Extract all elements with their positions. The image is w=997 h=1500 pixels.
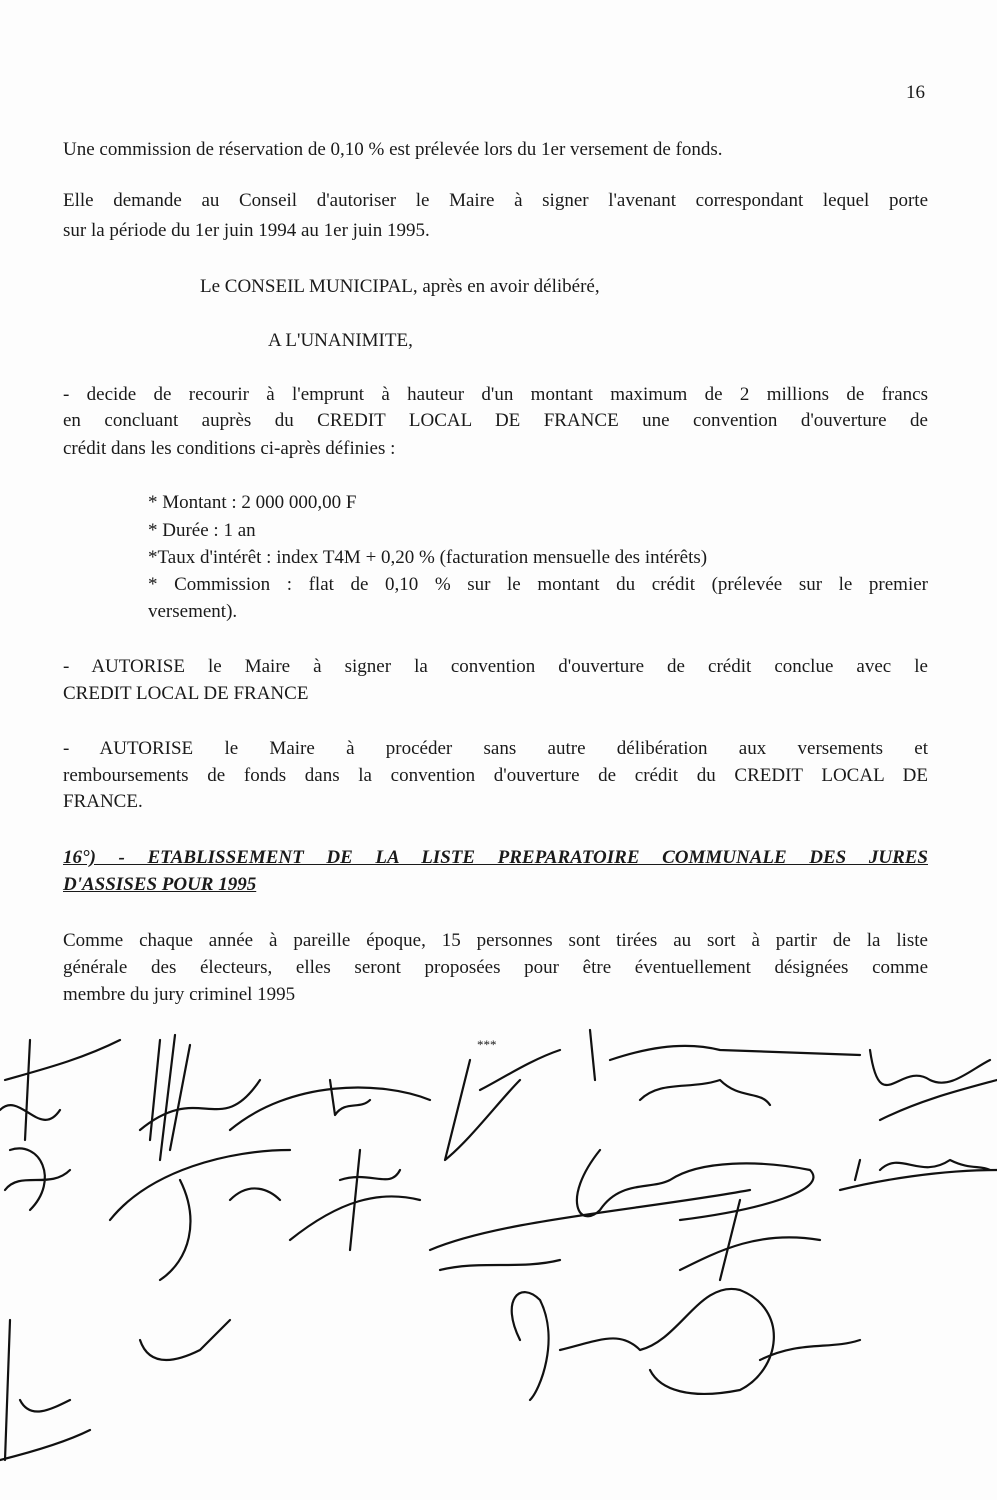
signature bbox=[590, 1030, 860, 1105]
signature bbox=[230, 1080, 430, 1130]
decision-line: - AUTORISE le Maire à procéder sans autre délibération aux versements et bbox=[63, 738, 928, 759]
section-text-line: Comme chaque année à pareille époque, 15 personnes sont tirées au sort à partir de la liste bbox=[63, 930, 928, 951]
condition-item: * Montant : 2 000 000,00 F bbox=[148, 492, 357, 513]
decision-line: CREDIT LOCAL DE FRANCE bbox=[63, 683, 309, 704]
section-heading: 16°) - ETABLISSEMENT DE LA LISTE PREPARATOIRE COMMUNALE DES JURES bbox=[63, 847, 928, 868]
section-text-line: membre du jury criminel 1995 bbox=[63, 984, 296, 1005]
signature bbox=[512, 1289, 860, 1400]
signature bbox=[445, 1050, 560, 1160]
separator: *** bbox=[477, 1037, 497, 1052]
condition-item: *Taux d'intérêt : index T4M + 0,20 % (facturation mensuelle des intérêts) bbox=[148, 547, 708, 568]
signatures-area bbox=[0, 1020, 997, 1500]
signature bbox=[140, 1320, 230, 1360]
condition-item: * Durée : 1 an bbox=[148, 520, 256, 541]
paragraph-line: sur la période du 1er juin 1994 au 1er juin 1995. bbox=[63, 220, 430, 241]
signature bbox=[840, 1160, 997, 1190]
signature bbox=[140, 1035, 260, 1160]
decision-line: remboursements de fonds dans la convention d'ouverture de crédit du CREDIT LOCAL DE bbox=[63, 765, 928, 786]
signature bbox=[5, 1148, 70, 1210]
section-text-line: générale des électeurs, elles seront proposées pour être éventuellement désignées comme bbox=[63, 957, 928, 978]
paragraph-line: Une commission de réservation de 0,10 % est prélevée lors du 1er versement de fonds. bbox=[63, 139, 723, 160]
signature bbox=[430, 1190, 750, 1270]
signature bbox=[577, 1150, 814, 1220]
paragraph-line: Elle demande au Conseil d'autoriser le Maire à signer l'avenant correspondant lequel porte bbox=[63, 190, 928, 211]
decision-line: - decide de recourir à l'emprunt à hauteur d'un montant maximum de 2 millions de francs bbox=[63, 384, 928, 405]
condition-item: * Commission : flat de 0,10 % sur le montant du crédit (prélevée sur le premier bbox=[148, 574, 928, 595]
decision-line: FRANCE. bbox=[63, 791, 143, 812]
signature bbox=[870, 1050, 997, 1120]
unanimity-line: A L'UNANIMITE, bbox=[268, 330, 413, 351]
condition-item: versement). bbox=[148, 601, 238, 622]
signature bbox=[290, 1150, 420, 1250]
decision-line: crédit dans les conditions ci-après définies : bbox=[63, 438, 396, 459]
signature bbox=[680, 1200, 820, 1280]
council-line: Le CONSEIL MUNICIPAL, après en avoir délibéré, bbox=[200, 276, 600, 297]
signature bbox=[0, 1040, 120, 1140]
signature bbox=[0, 1320, 90, 1460]
section-heading: D'ASSISES POUR 1995 bbox=[63, 874, 257, 895]
decision-line: en concluant auprès du CREDIT LOCAL DE FRANCE une convention d'ouverture de bbox=[63, 410, 928, 431]
signature bbox=[110, 1150, 290, 1280]
decision-line: - AUTORISE le Maire à signer la convention d'ouverture de crédit conclue avec le bbox=[63, 656, 928, 677]
page-number: 16 bbox=[906, 82, 925, 103]
